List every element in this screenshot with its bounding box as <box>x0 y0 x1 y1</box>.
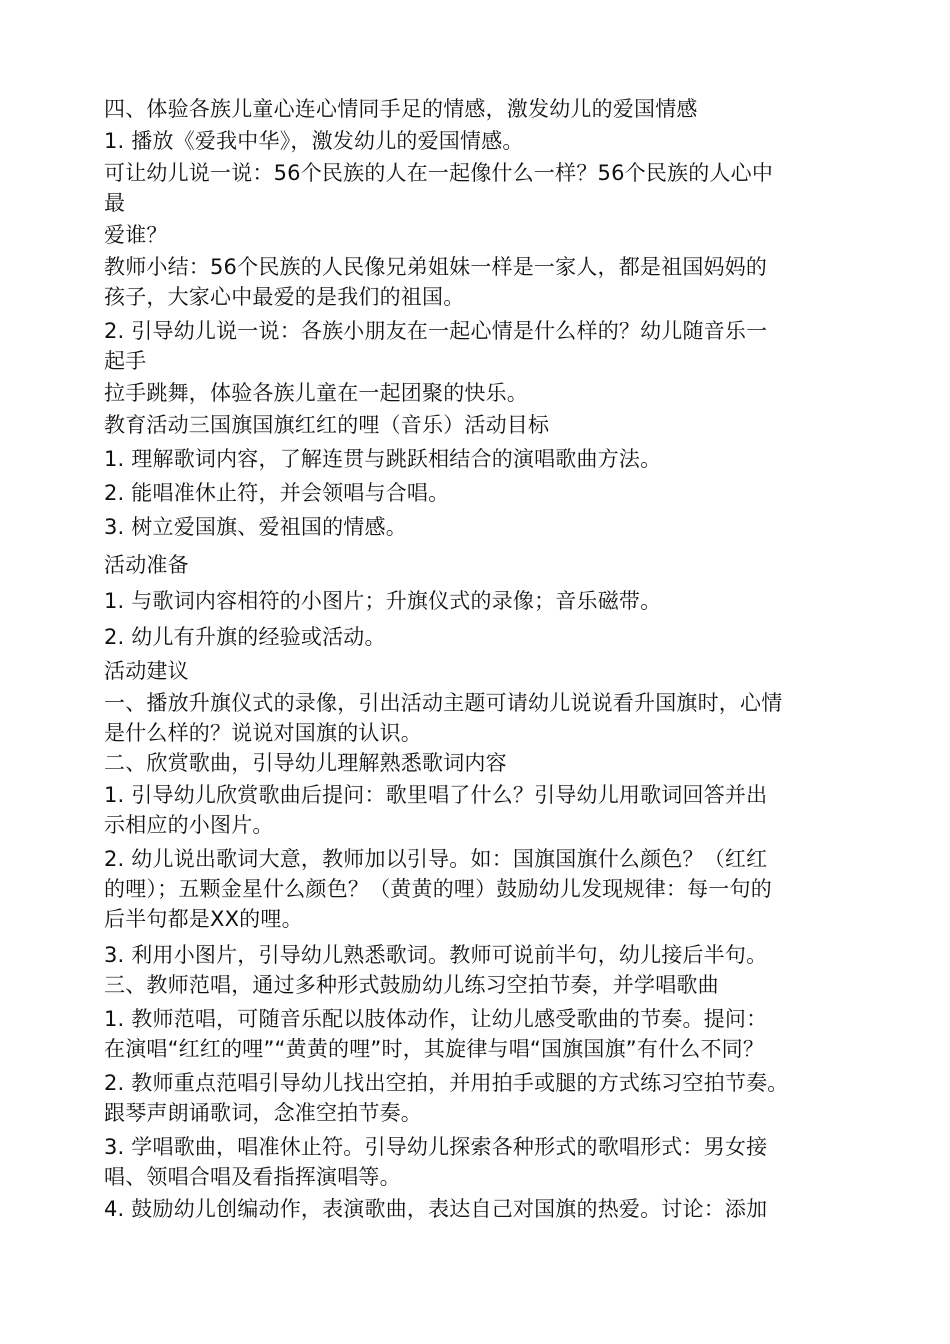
text-line: 可让幼儿说一说：56个民族的人在一起像什么一样？56个民族的人心中 <box>104 161 774 185</box>
text-line: 活动准备 <box>104 553 189 577</box>
text-line: 2. 幼儿有升旗的经验或活动。 <box>104 625 386 649</box>
text-line: 二、欣赏歌曲，引导幼儿理解熟悉歌词内容 <box>104 751 507 775</box>
text-line: 1. 教师范唱，可随音乐配以肢体动作，让幼儿感受歌曲的节奏。提问： <box>104 1007 768 1031</box>
text-line: 1. 播放《爱我中华》，激发幼儿的爱国情感。 <box>104 129 524 153</box>
text-line: 教师小结：56个民族的人民像兄弟姐妹一样是一家人，都是祖国妈妈的 <box>104 255 768 279</box>
text-line: 示相应的小图片。 <box>104 813 274 837</box>
text-line: 2. 能唱准休止符，并会领唱与合唱。 <box>104 481 450 505</box>
text-line: 一、播放升旗仪式的录像，引出活动主题可请幼儿说说看升国旗时，心情 <box>104 691 783 715</box>
text-line: 爱谁？ <box>104 223 168 247</box>
text-line: 活动建议 <box>104 659 189 683</box>
text-line: 是什么样的？说说对国旗的认识。 <box>104 721 422 745</box>
text-line: 起手 <box>104 349 147 373</box>
text-line: 1. 引导幼儿欣赏歌曲后提问：歌里唱了什么？引导幼儿用歌词回答并出 <box>104 783 768 807</box>
text-line: 2. 教师重点范唱引导幼儿找出空拍，并用拍手或腿的方式练习空拍节奏。 <box>104 1071 789 1095</box>
text-line: 跟琴声朗诵歌词，念准空拍节奏。 <box>104 1101 422 1125</box>
text-line: 2. 幼儿说出歌词大意，教师加以引导。如：国旗国旗什么颜色？（红红 <box>104 847 768 871</box>
text-line: 2. 引导幼儿说一说：各族小朋友在一起心情是什么样的？幼儿随音乐一 <box>104 319 768 343</box>
text-line: 1. 理解歌词内容，了解连贯与跳跃相结合的演唱歌曲方法。 <box>104 447 662 471</box>
text-line: 后半句都是XX的哩。 <box>104 907 303 931</box>
text-line: 1. 与歌词内容相符的小图片；升旗仪式的录像；音乐磁带。 <box>104 589 662 613</box>
text-line: 在演唱“红红的哩”“黄黄的哩”时，其旋律与唱“国旗国旗”有什么不同？ <box>104 1037 765 1061</box>
text-line: 3. 树立爱国旗、爱祖国的情感。 <box>104 515 407 539</box>
text-line: 3. 学唱歌曲，唱准休止符。引导幼儿探索各种形式的歌唱形式：男女接 <box>104 1135 768 1159</box>
text-line: 3. 利用小图片，引导幼儿熟悉歌词。教师可说前半句，幼儿接后半句。 <box>104 943 768 967</box>
text-line: 三、教师范唱，通过多种形式鼓励幼儿练习空拍节奏，并学唱歌曲 <box>104 973 719 997</box>
text-line: 孩子，大家心中最爱的是我们的祖国。 <box>104 285 465 309</box>
text-line: 唱、领唱合唱及看指挥演唱等。 <box>104 1165 401 1189</box>
text-line: 4. 鼓励幼儿创编动作，表演歌曲，表达自己对国旗的热爱。讨论：添加 <box>104 1197 768 1221</box>
text-line: 教育活动三国旗国旗红红的哩（音乐）活动目标 <box>104 413 550 437</box>
text-line: 最 <box>104 191 126 215</box>
text-line: 四、体验各族儿童心连心情同手足的情感，激发幼儿的爱国情感 <box>104 97 698 121</box>
text-line: 的哩）；五颗金星什么颜色？（黄黄的哩）鼓励幼儿发现规律：每一句的 <box>104 877 772 901</box>
text-line: 拉手跳舞，体验各族儿童在一起团聚的快乐。 <box>104 381 528 405</box>
